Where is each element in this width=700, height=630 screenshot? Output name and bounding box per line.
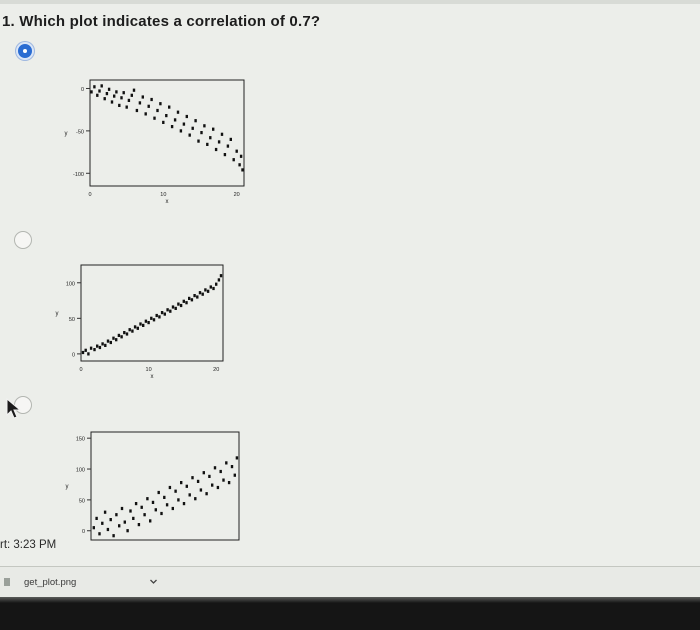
data-point: [101, 522, 103, 525]
data-point: [156, 314, 158, 317]
data-point: [118, 334, 120, 337]
x-tick-label: 10: [145, 367, 152, 373]
data-point: [126, 529, 128, 532]
file-icon: [4, 578, 10, 586]
data-point: [124, 521, 126, 524]
data-point: [99, 346, 101, 349]
y-tick-label: 0: [71, 352, 75, 359]
data-point: [85, 349, 87, 352]
data-point: [222, 479, 224, 482]
data-point: [207, 290, 209, 293]
x-tick-label: 20: [233, 192, 240, 198]
data-point: [177, 111, 179, 114]
download-file-name: get_plot.png: [24, 576, 77, 588]
data-point: [158, 491, 160, 494]
y-tick-label: -100: [72, 171, 84, 178]
data-point: [233, 158, 235, 161]
data-point: [225, 461, 227, 464]
data-point: [215, 283, 217, 286]
data-point: [147, 321, 149, 324]
y-tick-label: 50: [68, 316, 75, 323]
data-point: [164, 313, 166, 316]
y-tick-label: 0: [80, 86, 84, 93]
data-point: [210, 285, 212, 288]
data-point: [98, 532, 100, 535]
data-point: [148, 105, 150, 108]
data-point: [231, 465, 233, 468]
data-point: [209, 136, 211, 139]
data-point: [194, 119, 196, 122]
y-tick-label: 50: [78, 498, 85, 505]
data-point: [121, 507, 123, 510]
data-point: [93, 348, 95, 351]
data-point: [241, 168, 243, 171]
data-point: [95, 517, 97, 520]
data-point: [120, 335, 122, 338]
data-point: [129, 509, 131, 512]
data-point: [183, 300, 185, 303]
data-point: [149, 519, 151, 522]
data-point: [139, 101, 141, 104]
y-tick-label: -50: [76, 129, 84, 136]
data-point: [171, 125, 173, 128]
data-point: [177, 498, 179, 501]
data-point: [96, 94, 98, 97]
data-point: [110, 518, 112, 521]
data-point: [224, 153, 226, 156]
data-point: [153, 117, 155, 120]
data-point: [115, 90, 117, 93]
data-point: [142, 95, 144, 98]
data-point: [191, 298, 193, 301]
mouse-cursor-icon: [4, 398, 24, 420]
data-point: [172, 507, 174, 510]
data-point: [158, 315, 160, 318]
data-point: [218, 278, 220, 281]
data-point: [118, 104, 120, 107]
data-point: [108, 88, 110, 91]
data-point: [208, 475, 210, 478]
y-tick-label: 150: [75, 436, 85, 443]
data-point: [203, 471, 205, 474]
data-point: [142, 324, 144, 327]
option-1-plot: [60, 78, 250, 208]
data-point: [212, 287, 214, 290]
data-point: [96, 345, 98, 348]
x-axis-label: x: [150, 374, 154, 380]
data-point: [104, 511, 106, 514]
data-point: [93, 85, 95, 88]
top-divider: [0, 0, 700, 4]
data-point: [193, 294, 195, 297]
data-point: [172, 305, 174, 308]
data-point: [197, 480, 199, 483]
data-point: [206, 143, 208, 146]
data-point: [166, 503, 168, 506]
data-point: [205, 492, 207, 495]
option-2-radio[interactable]: [14, 231, 32, 249]
option-1-scatter-chart: [60, 78, 250, 208]
plot-frame: [81, 265, 223, 361]
data-point: [87, 352, 89, 355]
data-point: [183, 502, 185, 505]
data-point: [189, 493, 191, 496]
data-point: [111, 100, 113, 103]
data-point: [136, 109, 138, 112]
data-point: [126, 106, 128, 109]
data-point: [156, 109, 158, 112]
data-point: [135, 502, 137, 505]
y-tick-label: 100: [65, 281, 75, 288]
data-point: [131, 94, 133, 97]
data-point: [82, 351, 84, 354]
data-point: [174, 490, 176, 493]
option-1-radio[interactable]: [16, 42, 34, 60]
data-point: [202, 293, 204, 296]
data-point: [128, 99, 130, 102]
data-point: [90, 90, 92, 93]
data-point: [90, 347, 92, 350]
data-point: [118, 524, 120, 527]
start-time-text: rt: 3:23 PM: [0, 539, 57, 551]
option-3-plot: [55, 430, 245, 542]
data-point: [217, 486, 219, 489]
data-point: [107, 528, 109, 531]
data-point: [107, 340, 109, 343]
data-point: [141, 506, 143, 509]
data-point: [236, 150, 238, 153]
data-point: [129, 328, 131, 331]
data-point: [191, 476, 193, 479]
data-point: [123, 91, 125, 94]
data-point: [165, 114, 167, 117]
x-tick-label: 10: [160, 192, 167, 198]
data-point: [145, 112, 147, 115]
data-point: [112, 337, 114, 340]
data-point: [192, 127, 194, 130]
data-point: [113, 95, 115, 98]
data-point: [146, 497, 148, 500]
data-point: [212, 128, 214, 131]
data-point: [161, 311, 163, 314]
data-point: [169, 310, 171, 313]
data-point: [160, 512, 162, 515]
option-2-scatter-chart: [55, 263, 230, 388]
data-point: [152, 501, 154, 504]
data-point: [115, 338, 117, 341]
data-point: [110, 341, 112, 344]
data-point: [180, 129, 182, 132]
data-point: [194, 497, 196, 500]
data-point: [240, 155, 242, 158]
data-point: [98, 89, 100, 92]
data-point: [200, 131, 202, 134]
data-point: [189, 134, 191, 137]
option-3-scatter-chart: [55, 430, 245, 542]
download-bar: [0, 566, 700, 597]
x-tick-label: 0: [88, 192, 92, 198]
data-point: [177, 303, 179, 306]
download-item[interactable]: [0, 570, 165, 594]
x-tick-label: 0: [79, 367, 83, 373]
data-point: [199, 291, 201, 294]
data-point: [221, 133, 223, 136]
y-axis-label: y: [55, 311, 59, 317]
data-point: [159, 102, 161, 105]
option-2-plot: [55, 263, 230, 388]
data-point: [166, 308, 168, 311]
data-point: [137, 327, 139, 330]
y-tick-label: 0: [81, 529, 85, 536]
data-point: [169, 486, 171, 489]
data-point: [150, 98, 152, 101]
data-point: [174, 118, 176, 121]
data-point: [139, 322, 141, 325]
data-point: [214, 466, 216, 469]
x-axis-label: x: [165, 199, 169, 205]
data-point: [133, 89, 135, 92]
data-point: [155, 508, 157, 511]
data-point: [115, 513, 117, 516]
data-point: [131, 330, 133, 333]
data-point: [123, 331, 125, 334]
data-point: [185, 301, 187, 304]
data-point: [218, 140, 220, 143]
data-point: [132, 517, 134, 520]
data-point: [220, 274, 222, 277]
data-point: [163, 496, 165, 499]
question-text: 1. Which plot indicates a correlation of 0.7?: [2, 13, 321, 30]
data-point: [196, 295, 198, 298]
data-point: [238, 163, 240, 166]
data-point: [126, 332, 128, 335]
data-point: [180, 304, 182, 307]
data-point: [106, 92, 108, 95]
data-point: [112, 534, 114, 537]
y-axis-label: y: [64, 131, 68, 137]
data-point: [227, 145, 229, 148]
data-point: [215, 148, 217, 151]
data-point: [145, 320, 147, 323]
y-axis-label: y: [65, 484, 69, 490]
data-point: [101, 84, 103, 87]
data-point: [143, 513, 145, 516]
data-point: [186, 485, 188, 488]
data-point: [183, 123, 185, 126]
chevron-down-icon[interactable]: [150, 578, 157, 585]
data-point: [101, 342, 103, 345]
data-point: [168, 106, 170, 109]
data-point: [234, 474, 236, 477]
data-point: [175, 307, 177, 310]
data-point: [153, 318, 155, 321]
data-point: [186, 115, 188, 118]
data-point: [104, 97, 106, 100]
data-point: [138, 523, 140, 526]
data-point: [134, 325, 136, 328]
data-point: [93, 526, 95, 529]
y-tick-label: 100: [75, 467, 85, 474]
data-point: [150, 317, 152, 320]
data-point: [120, 96, 122, 99]
data-point: [203, 124, 205, 127]
screen-bezel-edge: [0, 597, 700, 603]
data-point: [230, 138, 232, 141]
data-point: [200, 488, 202, 491]
data-point: [180, 481, 182, 484]
data-point: [104, 344, 106, 347]
data-point: [162, 121, 164, 124]
x-tick-label: 20: [213, 367, 220, 373]
data-point: [228, 481, 230, 484]
data-point: [211, 484, 213, 487]
data-point: [197, 140, 199, 143]
data-point: [188, 297, 190, 300]
data-point: [220, 470, 222, 473]
data-point: [236, 456, 238, 459]
data-point: [204, 288, 206, 291]
